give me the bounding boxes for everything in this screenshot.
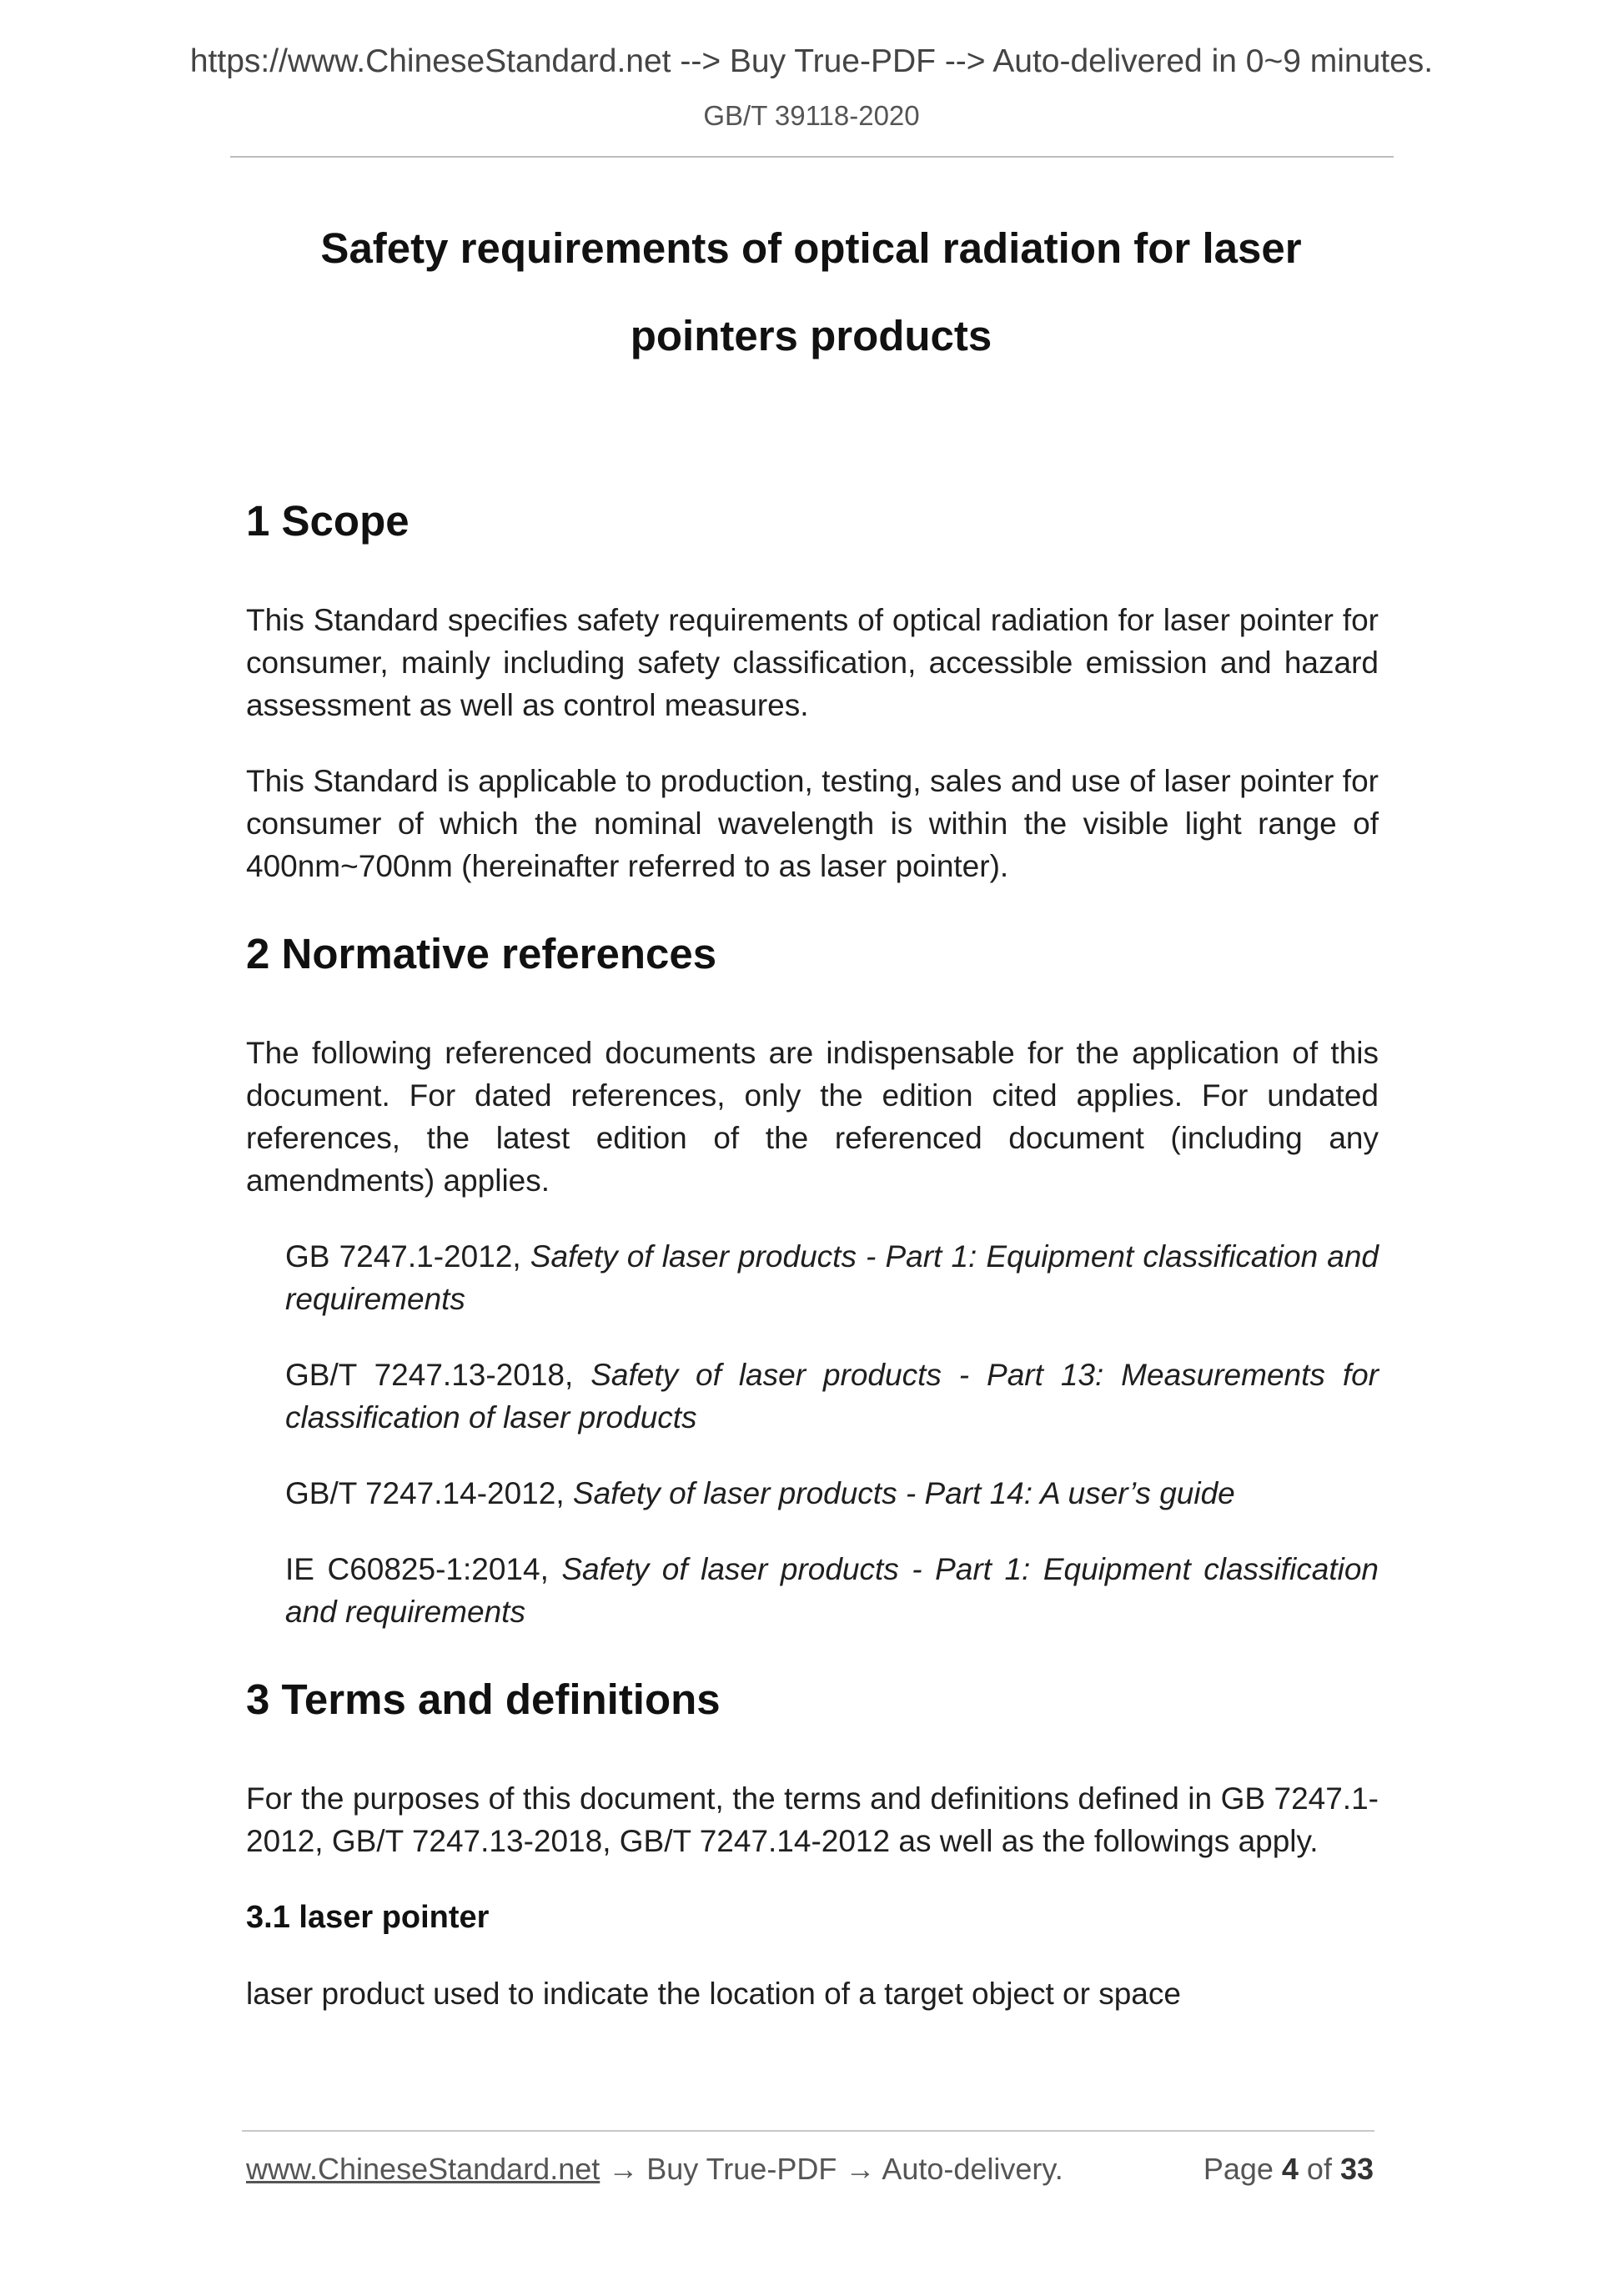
reference-title: Safety of laser products - Part 1: Equipment classification and requirements [285,1239,1379,1316]
page-of-label: of [1298,2152,1340,2186]
reference-title: Safety of laser products - Part 13: Measurements for classification of laser products [285,1358,1379,1434]
reference-item [285,1354,1379,1439]
reference-title: Safety of laser products - Part 1: Equipment classification and requirements [285,1552,1379,1629]
reference-code: GB/T 7247.13-2018, [285,1358,591,1392]
term-definition-laser-pointer: laser product used to indicate the location of a target object or space [246,1977,1181,2011]
term-heading-laser-pointer: 3.1 laser pointer [246,1900,490,1935]
footer-link-line [246,2152,1063,2187]
section-heading-scope: 1 Scope [246,497,410,545]
page-indicator [1203,2152,1374,2187]
header-url-line: https://www.ChineseStandard.net --> Buy True-PDF --> Auto-delivered in 0~9 minutes. [189,43,1434,79]
scope-paragraph-2: This Standard is applicable to production, testing, sales and use of laser pointer for consumer of which the nominal wavelength is within the visible light range of 400nm~700nm (hereinafter referred to as laser pointer). [246,764,1379,883]
section-heading-terms-and-definitions: 3 Terms and definitions [246,1676,721,1723]
page-total: 33 [1339,2152,1374,2186]
scope-paragraph-1: This Standard specifies safety requirements of optical radiation for laser pointer for consumer, mainly including safety classification, accessible emission and hazard assessment as well as control measures. [246,603,1379,722]
header-divider [230,156,1394,158]
standard-code: GB/T 39118-2020 [703,100,920,131]
reference-item [285,1472,1379,1515]
document-title-line-2: pointers products [630,312,992,359]
document-title-line-1: Safety requirements of optical radiation for laser [320,224,1302,272]
reference-item [285,1548,1379,1633]
terms-intro-paragraph: For the purposes of this document, the terms and definitions defined in GB 7247.1-2012, GB/T 7247.13-2018, GB/T 7247.14-2012 as well as the followings apply. [246,1781,1379,1858]
footer-delivery-text: → Buy True-PDF → Auto-delivery. [600,2152,1063,2186]
section-heading-normative-references: 2 Normative references [246,930,717,977]
page-number: 4 [1281,2152,1299,2186]
reference-item [285,1235,1379,1320]
footer-site-link[interactable]: www.ChineseStandard.net [246,2152,600,2186]
reference-title: Safety of laser products - Part 14: A user’s guide [572,1476,1235,1510]
document-title [250,204,1372,379]
normative-intro-paragraph: The following referenced documents are indispensable for the application of this document. For dated references, only the edition cited applies. For undated references, the latest edition of the referenced document (including any amendments) applies. [246,1036,1379,1198]
document-body [246,492,1379,2015]
reference-code: IE C60825-1:2014, [285,1552,562,1586]
reference-code: GB 7247.1-2012, [285,1239,530,1274]
page-label: Page [1203,2152,1282,2186]
footer-divider [242,2130,1374,2132]
reference-code: GB/T 7247.14-2012, [285,1476,573,1510]
